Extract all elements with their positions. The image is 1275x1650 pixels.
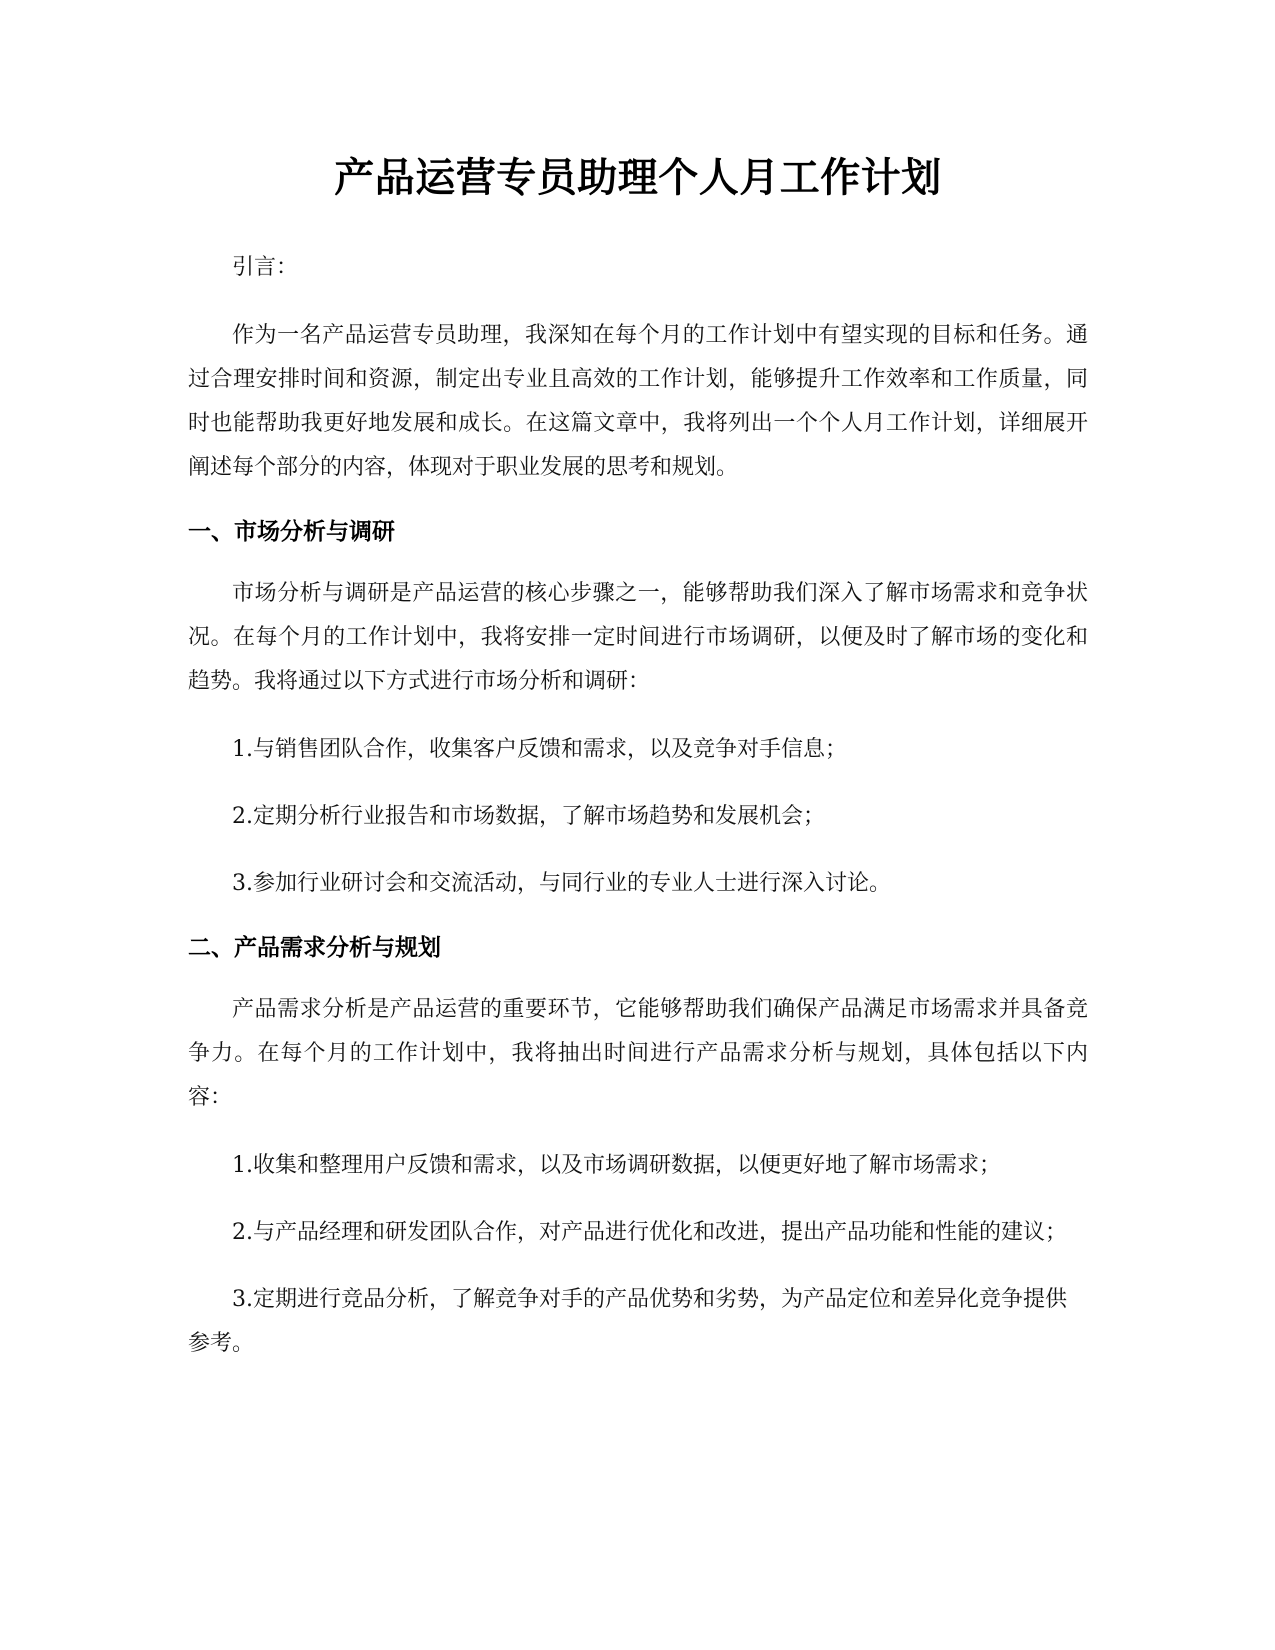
list-item: 1.收集和整理用户反馈和需求，以及市场调研数据，以便更好地了解市场需求； bbox=[232, 1153, 1001, 1178]
section-heading-market-analysis: 一、市场分析与调研 bbox=[188, 519, 395, 545]
list-item: 2.与产品经理和研发团队合作，对产品进行优化和改进，提出产品功能和性能的建议； bbox=[232, 1220, 1067, 1245]
section-paragraph-product-requirements: 产品需求分析是产品运营的重要环节，它能够帮助我们确保产品满足市场需求并具备竞争力。在每个月的工作计划中，我将抽出时间进行产品需求分析与规划，具体包括以下内容： bbox=[188, 997, 1088, 1110]
intro-label: 引言： bbox=[232, 255, 299, 280]
document-body bbox=[188, 148, 1088, 1389]
list-item: 3.定期进行竞品分析，了解竞争对手的产品优势和劣势，为产品定位和差异化竞争提供参考。 bbox=[188, 1287, 1067, 1356]
list-item: 3.参加行业研讨会和交流活动，与同行业的专业人士进行深入讨论。 bbox=[232, 871, 891, 896]
document-title: 产品运营专员助理个人月工作计划 bbox=[334, 155, 942, 201]
section-paragraph-market-analysis: 市场分析与调研是产品运营的核心步骤之一，能够帮助我们深入了解市场需求和竞争状况。在每个月的工作计划中，我将安排一定时间进行市场调研，以便及时了解市场的变化和趋势。我将通过以下方式进行市场分析和调研： bbox=[188, 581, 1088, 694]
list-item: 2.定期分析行业报告和市场数据，了解市场趋势和发展机会； bbox=[232, 804, 825, 829]
list-item: 1.与销售团队合作，收集客户反馈和需求，以及竞争对手信息； bbox=[232, 737, 847, 762]
intro-paragraph: 作为一名产品运营专员助理，我深知在每个月的工作计划中有望实现的目标和任务。通过合理安排时间和资源，制定出专业且高效的工作计划，能够提升工作效率和工作质量，同时也能帮助我更好地发展和成长。在这篇文章中，我将列出一个个人月工作计划，详细展开阐述每个部分的内容，体现对于职业发展的思考和规划。 bbox=[188, 323, 1088, 480]
section-heading-product-requirements: 二、产品需求分析与规划 bbox=[188, 935, 441, 961]
